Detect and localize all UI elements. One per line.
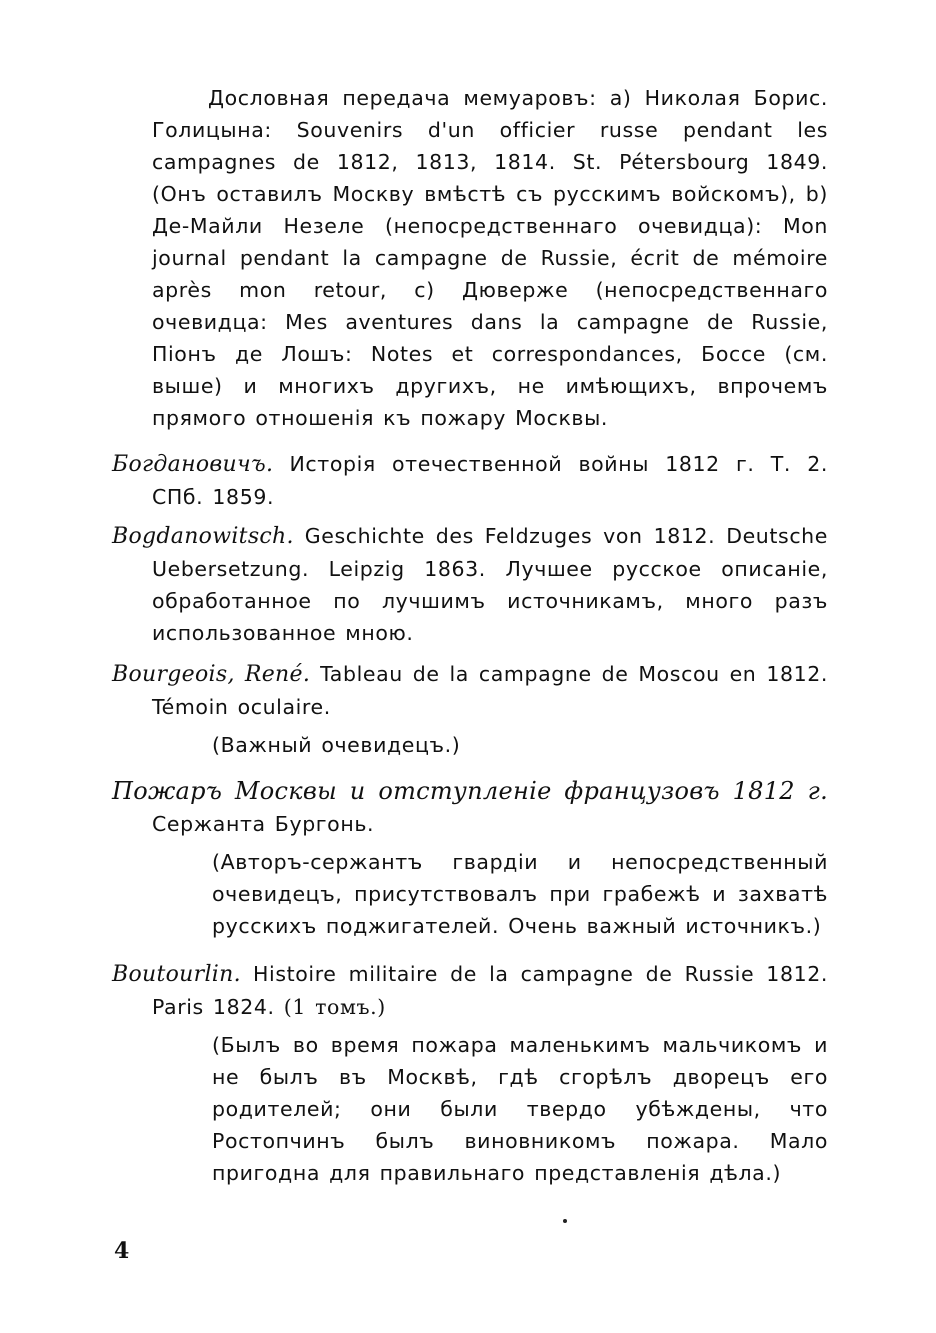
entry-author: Bogdanowitsch. <box>112 524 294 549</box>
intro-paragraph: Дословная передача мемуаровъ: а) Николая Борис. Голицына: Souvenirs d'un officier russe pendant les campagnes de 1812, 1813, 1814. St. Pétersbourg 1849. (Онъ оставилъ Москву вмѣстѣ съ русскимъ войскомъ), b) Де-Майли Незеле (непосредственнаго очевидца): Mon journal pendant la campagne de Russie, écrit de mémoire après mon retour, с) Дюверже (непосредственнаго очевидца: Mes aventures dans la campagne de Russie, Піонъ де Лошъ: Notes et correspondances, Боссе (см. выше) и многихъ другихъ, не имѣющихъ, впрочемъ прямого отношенія къ пожару Москвы. <box>152 86 828 430</box>
entry-author: Богдановичъ. <box>112 452 274 477</box>
bibliography-entry-boutourlin <box>112 958 828 1023</box>
bibliography-entry-bourgeois <box>112 658 829 723</box>
bibliography-entry-pozhar-moskvy <box>112 775 828 840</box>
entry-author: Пожаръ Москвы и отступленіе французовъ 1812 г. <box>112 777 828 805</box>
entry-volume: (1 томъ.) <box>283 995 386 1019</box>
bibliography-entry-bogdanowitsch <box>112 520 828 649</box>
entry-author: Boutourlin. <box>112 962 241 987</box>
entry-text: Tableau de la campagne de Moscou en 1812. Témoin oculaire. <box>152 662 829 719</box>
entry-note: (Важный очевидецъ.) <box>212 733 461 757</box>
page-number: 4 <box>114 1238 130 1264</box>
entry-text: Geschichte des Feldzuges von 1812. Deutsche Uebersetzung. Leipzig 1863. Лучшее русское описаніе, обработанное по лучшимъ источникамъ, много разъ использованное мною. <box>152 524 828 645</box>
entry-note: (Авторъ-сержантъ гвардіи и непосредственный очевидецъ, присутствовалъ при грабежѣ и захватѣ русскихъ поджигателей. Очень важный источникъ.) <box>212 850 828 938</box>
ink-dot <box>563 1219 567 1223</box>
entry-text: Histoire militaire de la campagne de Russie 1812. Paris 1824. <box>152 962 828 1019</box>
bibliography-entry-bogdanovich-ru <box>112 448 828 513</box>
entry-note: (Былъ во время пожара маленькимъ мальчикомъ и не былъ въ Москвѣ, гдѣ сгорѣлъ дворецъ его родителей; они были твердо убѣждены, что Ростопчинъ былъ виновникомъ пожара. Мало пригодна для правильнаго представленія дѣла.) <box>212 1033 828 1185</box>
entry-text: Сержанта Бургонь. <box>152 812 375 836</box>
entry-text: Исторія отечественной войны 1812 г. Т. 2. СПб. 1859. <box>152 452 828 509</box>
entry-author: Bourgeois, René. <box>112 662 311 687</box>
